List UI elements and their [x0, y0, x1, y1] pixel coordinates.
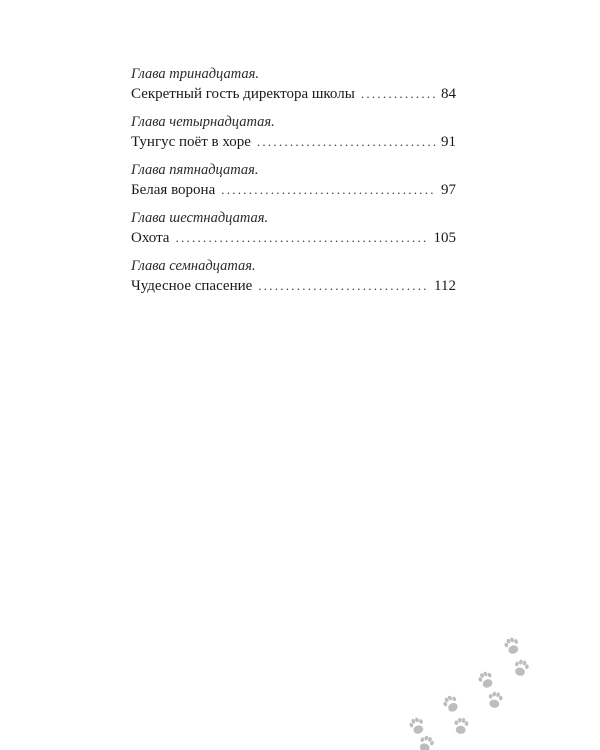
chapter-label: Глава тринадцатая.: [131, 66, 259, 82]
paw-print-icon: [417, 734, 436, 750]
toc-entry[interactable]: [131, 162, 456, 201]
paw-print-icon: [487, 691, 503, 709]
toc-entry[interactable]: [131, 258, 456, 297]
page-number: 91: [441, 134, 456, 150]
chapter-title: Секретный гость директора школы: [131, 86, 355, 102]
chapter-title: Охота: [131, 230, 170, 246]
paw-print-icon: [503, 636, 522, 656]
dot-leader: [258, 275, 428, 297]
chapter-label: Глава семнадцатая.: [131, 258, 256, 274]
toc-entry[interactable]: [131, 66, 456, 105]
paw-print-icon: [454, 717, 469, 734]
page-number: 84: [441, 86, 456, 102]
chapter-title: Белая ворона: [131, 182, 216, 198]
chapter-title-line: [131, 179, 456, 201]
table-of-contents: [131, 66, 456, 306]
dot-leader: [257, 131, 435, 153]
paw-print-icon: [408, 716, 427, 736]
dot-leader: [361, 83, 435, 105]
chapter-title-line: [131, 227, 456, 249]
page-number: 105: [433, 230, 456, 246]
chapter-title-line: [131, 131, 456, 153]
dot-leader: [175, 227, 427, 249]
chapter-title: Чудесное спасение: [131, 278, 253, 294]
chapter-title: Тунгус поёт в хоре: [131, 134, 251, 150]
toc-entry[interactable]: [131, 210, 456, 249]
dot-leader: [221, 179, 435, 201]
paw-print-icon: [441, 693, 461, 714]
chapter-label: Глава пятнадцатая.: [131, 162, 259, 178]
paw-print-icon: [512, 658, 530, 677]
page-number: 97: [441, 182, 456, 198]
toc-entry[interactable]: [131, 114, 456, 153]
chapter-title-line: [131, 83, 456, 105]
chapter-title-line: [131, 275, 456, 297]
paw-print-icon: [476, 670, 495, 690]
chapter-label: Глава шестнадцатая.: [131, 210, 269, 226]
page-number: 112: [434, 278, 456, 294]
chapter-label: Глава четырнадцатая.: [131, 114, 275, 130]
